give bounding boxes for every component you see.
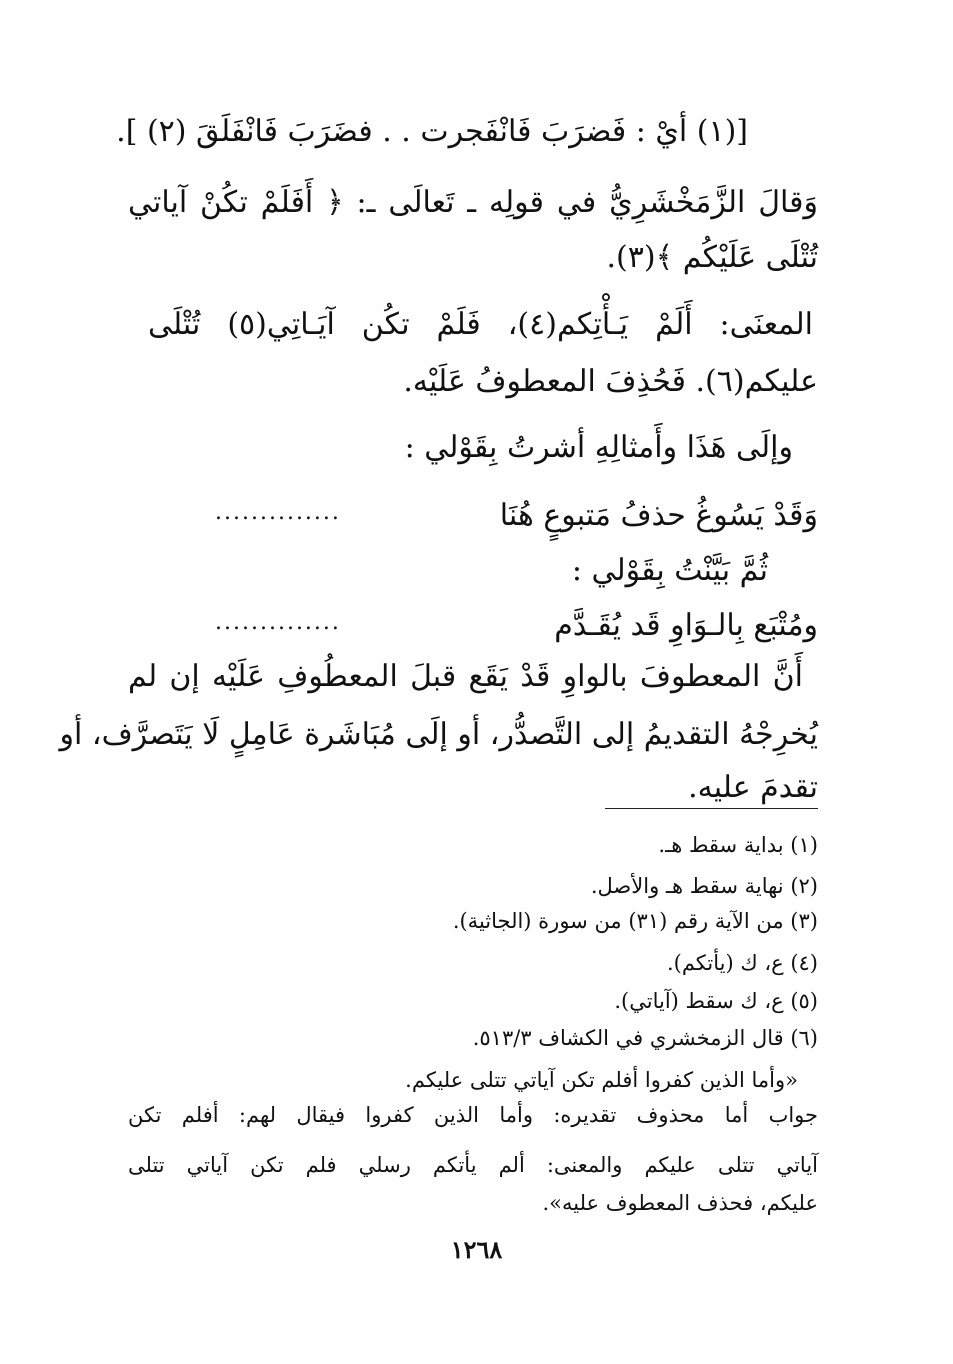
text-line: وَقالَ الزَّمَخْشَرِيُّ في قولِه ـ تَعالَى ـ: ﴿ أَفَلَمْ تكُنْ آياتي: [128, 185, 818, 220]
footnote: (٣) من الآية رقم (٣١) من سورة (الجاثية).: [452, 909, 818, 933]
text-line: تُتْلَى عَلَيْكُم ﴾(٣).: [606, 240, 818, 275]
text-line: عليكم(٦). فَحُذِفَ المعطوفُ عَلَيْه.: [403, 364, 818, 399]
text-line: وإلَى هَذَا وأَمثالِهِ أشرتُ بِقَوْلي :: [404, 430, 793, 465]
text-line: ثُمَّ بَيَّنْتُ بِقَوْلي :: [571, 553, 768, 588]
footnote: (٦) قال الزمخشري في الكشاف ٥١٣/٣.: [472, 1026, 818, 1050]
text-line: المعنَى: أَلَمْ يَـأْتِكم(٤)، فَلَمْ تكُن آيَـاتِي(٥) تُتْلَى: [148, 307, 813, 342]
ellipsis-dots: ..............: [215, 610, 341, 635]
verse-hemistich: وَقَدْ يَسُوغُ حذفُ مَتبوعٍ هُنَا: [499, 498, 818, 533]
quoted-text-line: جواب أما محذوف تقديره: وأما الذين كفروا فيقال لهم: أفلم تكن: [128, 1103, 818, 1127]
verse-hemistich: ومُتْبَع بِالـوَاوِ قَد يُقَـدَّم: [554, 608, 818, 643]
text-line: يُخرِجْهُ التقديمُ إلى التَّصدُّر، أو إلَى مُبَاشَرة عَامِلٍ لَا يَتَصرَّف، أو: [59, 717, 818, 752]
footnote: (٤) ع، ك (يأتكم).: [666, 951, 818, 975]
text-line: [(١) أيْ : فَضرَبَ فَانْفَجرت . . فضَرَبَ فَانْفَلَقَ (٢) ].: [116, 114, 748, 149]
footnote-separator: [605, 808, 818, 809]
page-number: ١٢٦٨: [450, 1235, 503, 1264]
ellipsis-dots: ..............: [215, 500, 341, 525]
footnote: (٢) نهاية سقط هـ والأصل.: [590, 874, 818, 898]
text-line: أَنَّ المعطوفَ بالواوِ قَدْ يَقَع قبلَ المعطُوفِ عَلَيْه إن لم: [128, 659, 803, 694]
footnote: (٥) ع، ك سقط (آياتي).: [614, 989, 818, 1013]
quoted-text-line: آياتي تتلى عليكم والمعنى: ألم يأتكم رسلي فلم تكن آياتي تتلى: [128, 1153, 818, 1177]
footnote: (١) بداية سقط هـ.: [658, 833, 818, 857]
quoted-text-line: «وأما الذين كفروا أفلم تكن آياتي تتلى عليكم.: [405, 1068, 798, 1092]
quoted-text-line: عليكم، فحذف المعطوف عليه».: [542, 1191, 818, 1215]
text-line: تقدمَ عليه.: [688, 770, 818, 805]
